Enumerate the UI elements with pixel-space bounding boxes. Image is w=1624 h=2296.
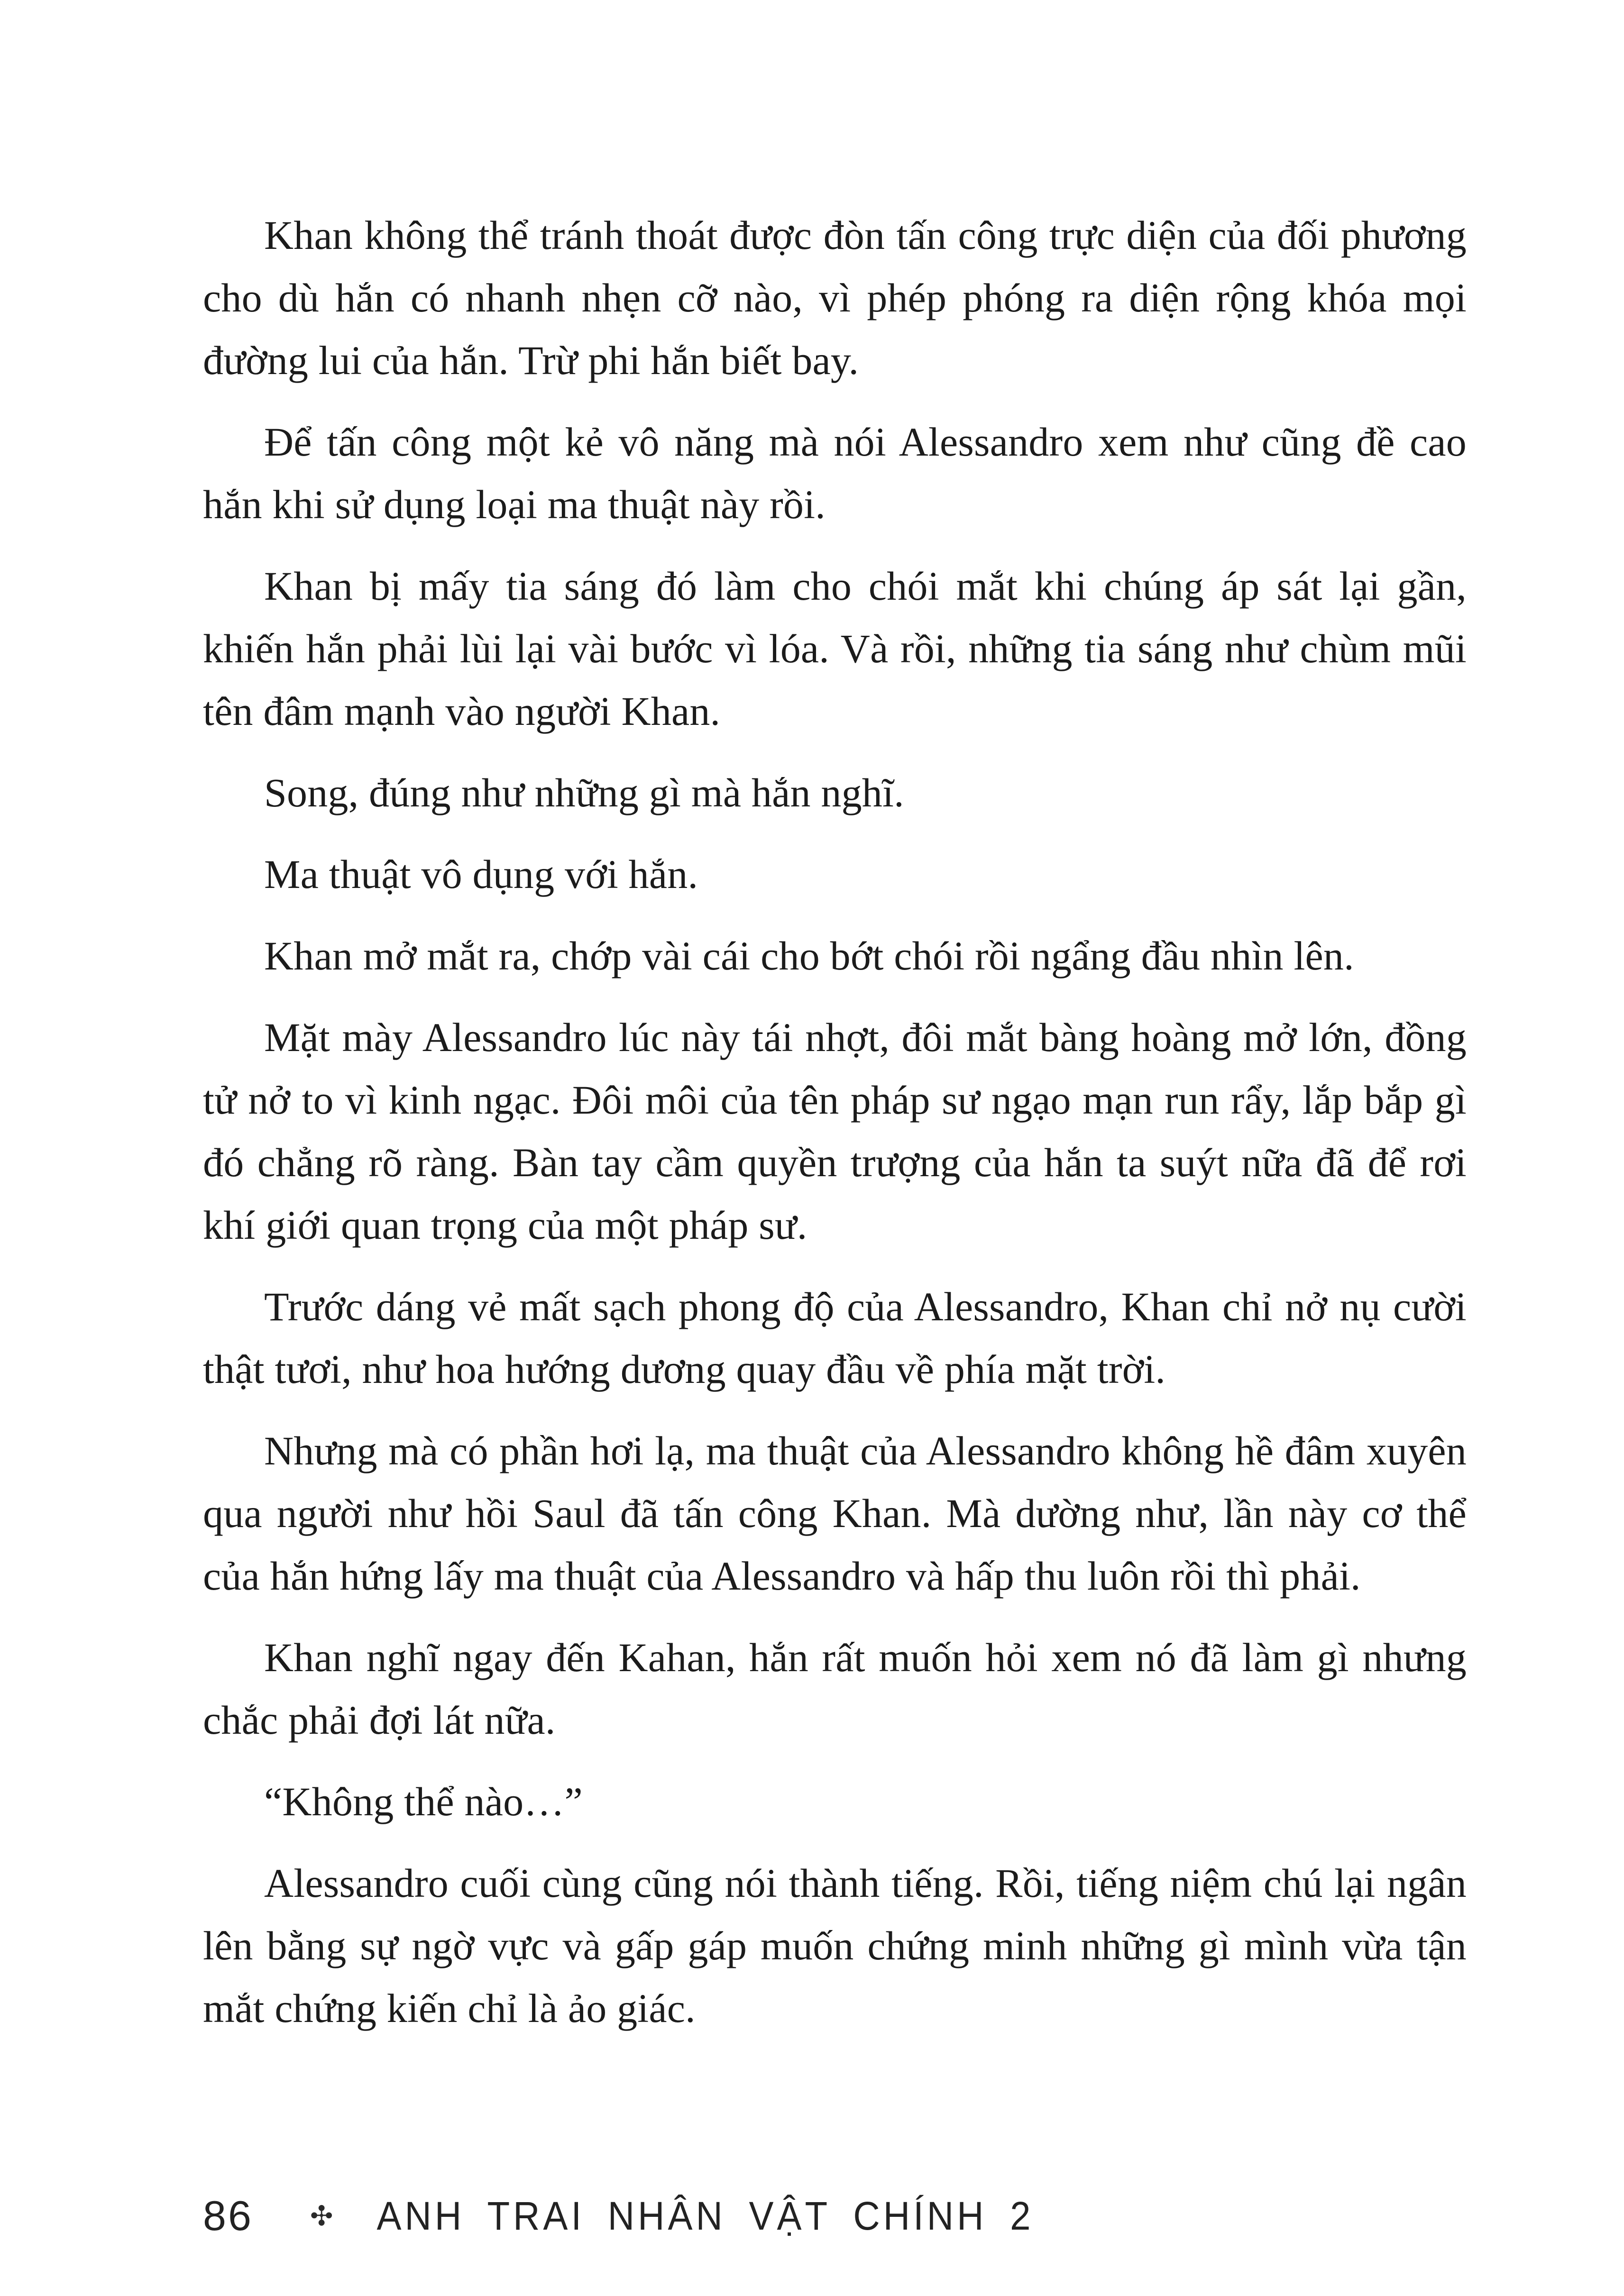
page-number: 86 [203, 2192, 253, 2239]
paragraph: Song, đúng như những gì mà hắn nghĩ. [264, 770, 904, 815]
running-title: ANH TRAI NHÂN VẬT CHÍNH 2 [376, 2193, 1034, 2238]
paragraph: Ma thuật vô dụng với hắn. [264, 851, 698, 897]
paragraph: Alessandro cuối cùng cũng nói thành tiếng. Rồi, tiếng niệm chú lại ngân lên bằng sự ngờ vực và gấp gáp muốn chứng minh những gì mình vừa tận mắt chứng kiến chỉ là ảo giác. [203, 1860, 1467, 2031]
paragraph: Khan nghĩ ngay đến Kahan, hắn rất muốn hỏi xem nó đã làm gì nhưng chắc phải đợi lát nữa. [203, 1635, 1467, 1743]
paragraph: Trước dáng vẻ mất sạch phong độ của Alessandro, Khan chỉ nở nụ cười thật tươi, như hoa hướng dương quay đầu về phía mặt trời. [203, 1284, 1467, 1392]
paragraph: Nhưng mà có phần hơi lạ, ma thuật của Alessandro không hề đâm xuyên qua người như hồi Saul đã tấn công Khan. Mà dường như, lần này cơ thể của hắn hứng lấy ma thuật của Alessandro và hấp thu luôn rồi thì phải. [203, 1428, 1467, 1599]
ornament-icon: ✣ [310, 2201, 333, 2232]
paragraph: Khan mở mắt ra, chớp vài cái cho bớt chói rồi ngẩng đầu nhìn lên. [264, 933, 1354, 979]
paragraph: Để tấn công một kẻ vô năng mà nói Alessandro xem như cũng đề cao hắn khi sử dụng loại ma thuật này rồi. [203, 419, 1467, 527]
body-text [203, 204, 1467, 2040]
paragraph: Mặt mày Alessandro lúc này tái nhợt, đôi mắt bàng hoàng mở lớn, đồng tử nở to vì kinh ngạc. Đôi môi của tên pháp sư ngạo mạn run rẩy, lắp bắp gì đó chẳng rõ ràng. Bàn tay cầm quyền trượng của hắn ta suýt nữa đã để rơi khí giới quan trọng của một pháp sư. [203, 1015, 1467, 1248]
paragraph: Khan bị mấy tia sáng đó làm cho chói mắt khi chúng áp sát lại gần, khiến hắn phải lùi lại vài bước vì lóa. Và rồi, những tia sáng như chùm mũi tên đâm mạnh vào người Khan. [203, 563, 1467, 734]
paragraph: Khan không thể tránh thoát được đòn tấn công trực diện của đối phương cho dù hắn có nhanh nhẹn cỡ nào, vì phép phóng ra diện rộng khóa mọi đường lui của hắn. Trừ phi hắn biết bay. [203, 212, 1467, 383]
page-footer [203, 2192, 1034, 2240]
paragraph: “Không thể nào…” [264, 1779, 583, 1824]
